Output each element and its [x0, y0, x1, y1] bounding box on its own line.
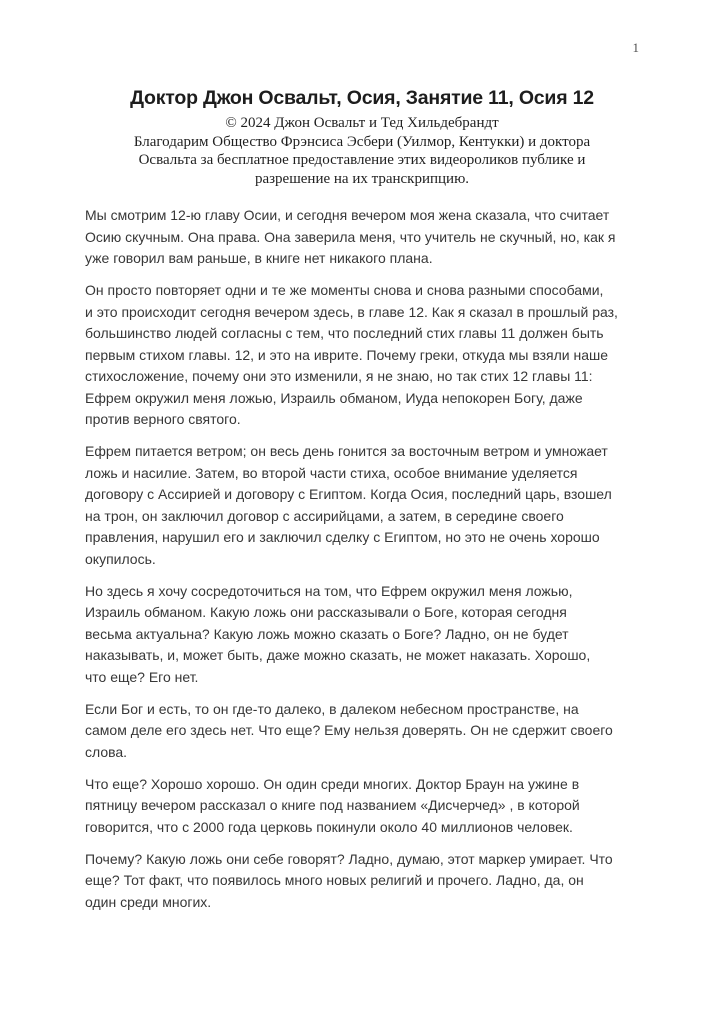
text-line: Если Бог и есть, то он где-то далеко, в далеком небесном пространстве, на: [85, 700, 579, 717]
text-line: и это происходит сегодня вечером здесь, в главе 12. Как я сказал в прошлый раз,: [85, 303, 618, 320]
page-number: 1: [632, 40, 639, 55]
text-line: Он просто повторяет одни и те же моменты снова и снова разными способами,: [85, 282, 604, 299]
text-line: © 2024 Джон Освальт и Тед Хильдебрандт: [225, 115, 499, 131]
text-line: Ефрем питается ветром; он весь день гонится за восточным ветром и умножает: [85, 443, 608, 460]
text-line: наказывать, и, может быть, даже можно сказать, не может наказать. Хорошо,: [85, 647, 591, 664]
paragraph: [85, 581, 648, 689]
text-line: один среди многих.: [85, 893, 212, 910]
document-title: Доктор Джон Освальт, Осия, Занятие 11, Осия 12: [130, 87, 594, 109]
text-line: окупилось.: [85, 550, 156, 567]
text-line: Почему? Какую ложь они себе говорят? Ладно, думаю, этот маркер умирает. Что: [85, 850, 613, 867]
paragraph: [85, 849, 648, 914]
copyright-block: [0, 114, 724, 188]
text-line: слова.: [85, 743, 128, 760]
text-line: разрешение на их транскрипцию.: [254, 170, 470, 187]
text-line: большинство людей согласны с тем, что последний стих главы 11 должен быть: [85, 325, 604, 342]
paragraph: [85, 280, 648, 431]
text-line: говорится, что с 2000 года церковь покинули около 40 миллионов человек.: [85, 818, 573, 835]
text-line: еще? Тот факт, что появилось много новых религий и прочего. Ладно, да, он: [85, 872, 584, 889]
text-line: Израиль обманом. Какую ложь они рассказывали о Боге, которая сегодня: [85, 604, 567, 621]
text-line: Благодарим Общество Фрэнсиса Эсбери (Уилмор, Кентукки) и доктора: [133, 133, 591, 150]
text-line: ложь и насилие. Затем, во второй части стиха, особое внимание уделяется: [85, 464, 578, 481]
text-line: правления, нарушил его и заключил сделку с Египтом, но это не очень хорошо: [85, 529, 600, 546]
text-line: Освальта за бесплатное предоставление этих видеороликов публике и: [138, 152, 586, 169]
text-line: пятницу вечером рассказал о книге под названием «Дисчерчед» , в которой: [85, 797, 580, 814]
paragraph: [85, 205, 648, 270]
text-line: договору с Ассирией и договору с Египтом. Когда Осия, последний царь, взошел: [85, 486, 612, 503]
text-line: первым стихом главы. 12, и это на иврите. Почему греки, откуда мы взяли наше: [85, 346, 609, 363]
text-line: Что еще? Хорошо хорошо. Он один среди многих. Доктор Браун на ужине в: [85, 775, 580, 792]
text-line: самом деле его здесь нет. Что еще? Ему нельзя доверять. Он не сдержит своего: [85, 722, 613, 739]
text-line: на трон, он заключил договор с ассирийцами, а затем, в середине своего: [85, 507, 564, 524]
text-line: Мы смотрим 12-ю главу Осии, и сегодня вечером моя жена сказала, что считает: [85, 207, 610, 224]
text-line: Ефрем окружил меня ложью, Израиль обманом, Иуда непокорен Богу, даже: [85, 389, 583, 406]
document-body: [85, 205, 648, 913]
paragraph: [85, 774, 648, 839]
text-line: стихосложение, почему они это изменили, я не знаю, но так стих 12 главы 11:: [85, 368, 593, 385]
paragraph: [85, 699, 648, 764]
text-line: Но здесь я хочу сосредоточиться на том, что Ефрем окружил меня ложью,: [85, 582, 573, 599]
text-line: против верного святого.: [85, 411, 241, 428]
text-line: что еще? Его нет.: [85, 668, 199, 685]
text-line: уже говорил вам раньше, в книге нет никакого плана.: [85, 250, 433, 267]
text-line: Осию скучным. Она права. Она заверила меня, что учитель не скучный, но, как я: [85, 228, 616, 245]
paragraph: [85, 441, 648, 570]
text-line: весьма актуальна? Какую ложь можно сказать о Боге? Ладно, он не будет: [85, 625, 569, 642]
